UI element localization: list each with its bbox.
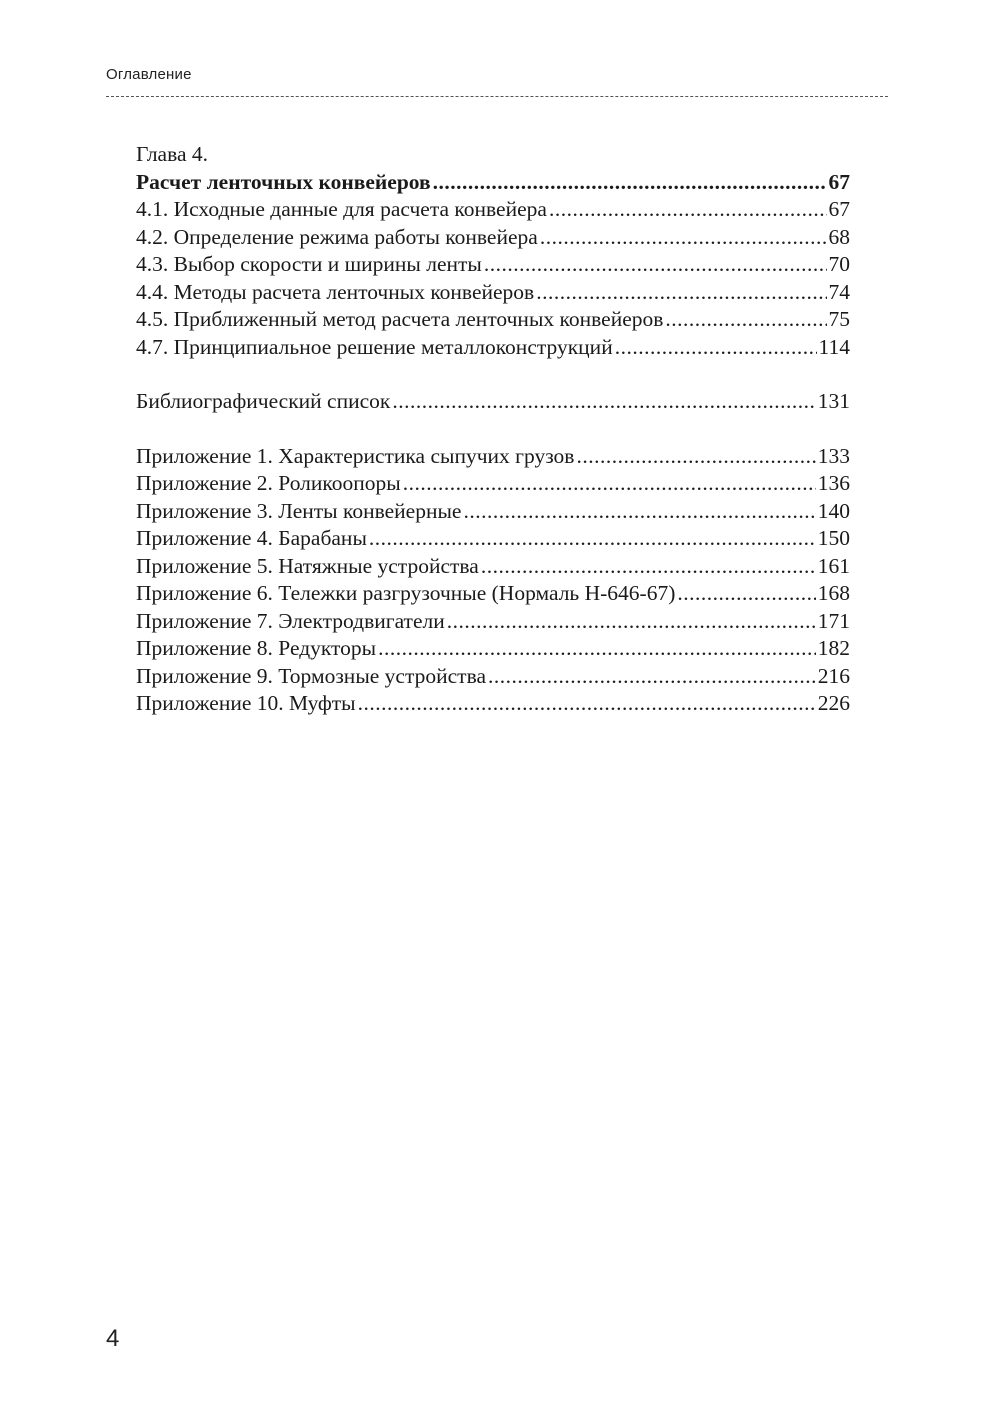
dot-leader (358, 690, 816, 718)
toc-entry-appendix[interactable] (136, 443, 850, 471)
toc-entry-section[interactable] (136, 279, 850, 307)
toc-entry-page: 171 (817, 608, 850, 633)
dot-leader (463, 498, 815, 526)
toc-entry-page: 68 (828, 224, 850, 249)
toc-entry-section[interactable] (136, 251, 850, 279)
dot-leader (540, 224, 827, 252)
toc-entry-label: Библиографический список (136, 389, 391, 413)
dot-leader (447, 608, 816, 636)
toc-entry-page: 114 (818, 334, 850, 359)
page-number: 4 (106, 1325, 120, 1352)
toc-entry-page: 150 (817, 526, 850, 550)
dot-leader (677, 580, 815, 608)
toc-entry-label: Приложение 1. Характеристика сыпучих грузов (136, 443, 575, 468)
toc-entry-appendix[interactable] (136, 553, 850, 581)
toc-entry-label: Приложение 6. Тележки разгрузочные (Нормаль Н-646-67) (136, 581, 676, 605)
toc-entry-chapter-4[interactable] (136, 169, 850, 197)
spacer (136, 416, 850, 443)
toc-entry-label: 4.2. Определение режима работы конвейера (136, 224, 538, 249)
dot-leader (378, 635, 816, 663)
toc-entry-label: 4.3. Выбор скорости и ширины ленты (136, 252, 482, 276)
toc-entry-label: Приложение 10. Муфты (136, 691, 356, 715)
dot-leader (392, 388, 815, 416)
toc-entry-appendix[interactable] (136, 525, 850, 553)
toc-entry-appendix[interactable] (136, 498, 850, 526)
dot-leader (433, 169, 827, 197)
toc-entry-label: 4.4. Методы расчета ленточных конвейеров (136, 279, 535, 304)
toc-entry-label: 4.1. Исходные данные для расчета конвейера (136, 197, 547, 221)
toc-entry-page: 140 (817, 498, 850, 523)
toc-entry-label: Приложение 9. Тормозные устройства (136, 663, 486, 688)
toc-entry-page: 131 (817, 389, 850, 413)
toc-entry-page: 67 (828, 169, 850, 194)
dot-leader (576, 443, 815, 471)
toc-entry-appendix[interactable] (136, 580, 850, 608)
toc-entry-page: 136 (817, 471, 850, 495)
toc-entry-page: 133 (817, 443, 850, 468)
toc-entry-label: Расчет ленточных конвейеров (136, 169, 431, 194)
dot-leader (369, 525, 816, 553)
toc-entry-page: 161 (817, 553, 850, 578)
toc-entry-page: 168 (817, 581, 850, 605)
dot-leader (665, 306, 826, 334)
chapter-intro (136, 141, 850, 169)
toc-entry-section[interactable] (136, 334, 850, 362)
toc-entry-appendix[interactable] (136, 635, 850, 663)
chapter-intro-label: Глава 4. (136, 142, 208, 166)
toc-entry-section[interactable] (136, 306, 850, 334)
toc-entry-label: 4.5. Приближенный метод расчета ленточных конвейеров (136, 307, 664, 331)
toc-entry-bibliography[interactable] (136, 388, 850, 416)
toc-entry-label: Приложение 7. Электродвигатели (136, 608, 445, 633)
toc-entry-appendix[interactable] (136, 608, 850, 636)
toc-entry-page: 226 (817, 691, 850, 715)
dot-leader (615, 334, 817, 362)
toc-entry-page: 70 (828, 252, 850, 276)
toc-entry-label: Приложение 8. Редукторы (136, 636, 377, 660)
header-divider (106, 96, 888, 97)
toc-entry-appendix[interactable] (136, 470, 850, 498)
dot-leader (488, 663, 816, 691)
toc-entry-appendix[interactable] (136, 663, 850, 691)
toc-entry-label: Приложение 5. Натяжные устройства (136, 553, 479, 578)
toc-entry-page: 182 (817, 636, 850, 660)
toc-entry-page: 74 (828, 279, 850, 304)
toc-entry-label: Приложение 3. Ленты конвейерные (136, 498, 462, 523)
toc-entry-page: 75 (828, 307, 850, 331)
toc-entry-section[interactable] (136, 224, 850, 252)
dot-leader (481, 553, 816, 581)
toc-entry-label: 4.7. Принципиальное решение металлоконструкций (136, 334, 613, 359)
toc-entry-page: 67 (828, 197, 850, 221)
table-of-contents (136, 141, 850, 718)
toc-entry-page: 216 (817, 663, 850, 688)
toc-entry-label: Приложение 4. Барабаны (136, 526, 367, 550)
dot-leader (484, 251, 827, 279)
spacer (136, 361, 850, 388)
toc-entry-label: Приложение 2. Роликоопоры (136, 471, 401, 495)
dot-leader (403, 470, 816, 498)
dot-leader (549, 196, 827, 224)
dot-leader (536, 279, 826, 307)
toc-entry-section[interactable] (136, 196, 850, 224)
running-head-title: Оглавление (106, 66, 192, 83)
toc-entry-appendix[interactable] (136, 690, 850, 718)
